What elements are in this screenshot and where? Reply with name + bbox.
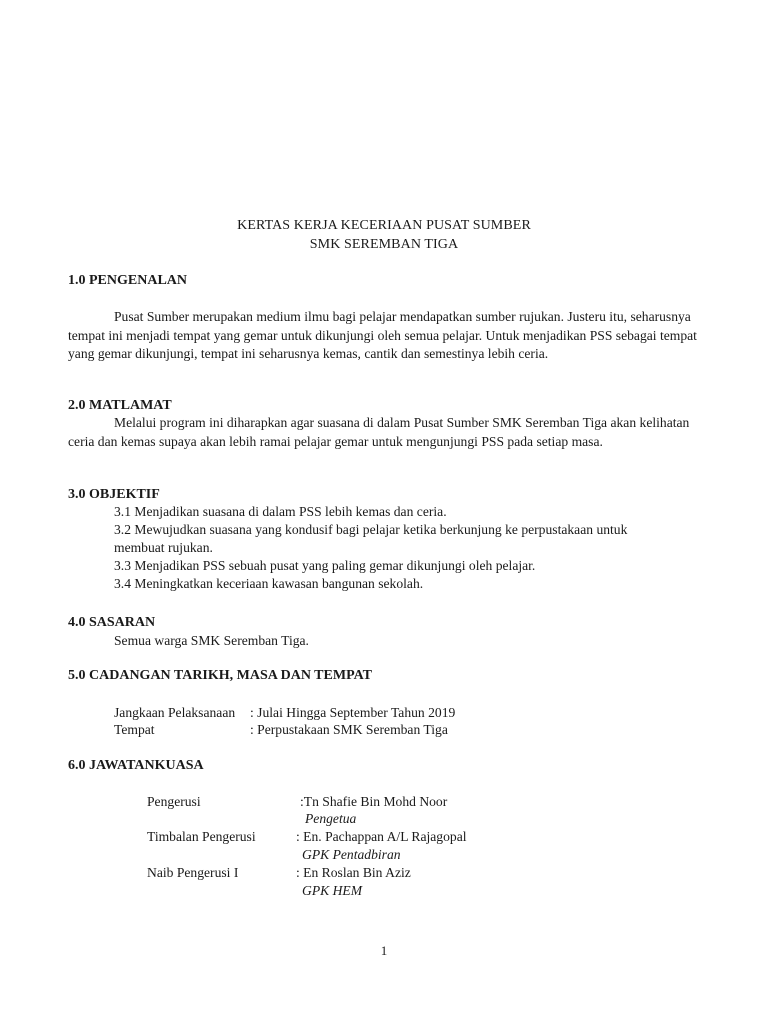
section-body-matlamat: Melalui program ini diharapkan agar suasana di dalam Pusat Sumber SMK Seremban Tiga akan kelihatan ceria dan kemas supaya akan lebih ramai pelajar gemar untuk mengunjungi PSS pada setiap masa. [68, 415, 690, 449]
section-heading-objektif: 3.0 OBJEKTIF [68, 487, 160, 502]
schedule-label: Jangkaan Pelaksanaan [114, 705, 236, 720]
section-heading-pengenalan: 1.0 PENGENALAN [68, 273, 188, 288]
document-title-line-2: SMK SEREMBAN TIGA [309, 237, 459, 252]
objective-item: 3.4 Meningkatkan keceriaan kawasan bangunan sekolah. [114, 576, 424, 591]
schedule-value: : Julai Hingga September Tahun 2019 [250, 705, 456, 720]
objective-item: 3.3 Menjadikan PSS sebuah pusat yang paling gemar dikunjungi oleh pelajar. [114, 558, 536, 573]
objective-item: 3.2 Mewujudkan suasana yang kondusif bagi pelajar ketika berkunjung ke perpustakaan untuk [114, 522, 628, 537]
committee-name: : En. Pachappan A/L Rajagopal [296, 829, 467, 844]
section-heading-matlamat: 2.0 MATLAMAT [68, 398, 172, 413]
section-heading-cadangan: 5.0 CADANGAN TARIKH, MASA DAN TEMPAT [68, 668, 372, 683]
document-title-line-1: KERTAS KERJA KECERIAAN PUSAT SUMBER [237, 218, 531, 233]
section-body-sasaran: Semua warga SMK Seremban Tiga. [114, 633, 309, 648]
schedule-value: : Perpustakaan SMK Seremban Tiga [250, 722, 448, 737]
committee-role: Naib Pengerusi I [147, 865, 239, 880]
page-number: 1 [380, 943, 388, 958]
objective-item-continuation: membuat rujukan. [114, 540, 213, 555]
committee-role: Pengerusi [147, 794, 201, 809]
section-heading-jawatankuasa: 6.0 JAWATANKUASA [68, 758, 204, 773]
section-body-pengenalan: Pusat Sumber merupakan medium ilmu bagi pelajar mendapatkan sumber rujukan. Justeru itu, seharusnya tempat ini menjadi tempat yang gemar untuk dikunjungi oleh semua pelajar. Untuk menjadikan PSS sebagai tempat yang gemar dikunjungi, tempat ini seharusnya kemas, cantik dan semestinya lebih ceria. [68, 309, 697, 361]
section-heading-sasaran: 4.0 SASARAN [68, 615, 156, 630]
committee-position: GPK Pentadbiran [302, 847, 401, 862]
committee-role: Timbalan Pengerusi [147, 829, 256, 844]
committee-name: : En Roslan Bin Aziz [296, 865, 411, 880]
committee-position: Pengetua [305, 811, 357, 826]
schedule-label: Tempat [114, 722, 155, 737]
committee-name: :Tn Shafie Bin Mohd Noor [300, 794, 448, 809]
objective-item: 3.1 Menjadikan suasana di dalam PSS lebih kemas dan ceria. [114, 504, 447, 519]
committee-position: GPK HEM [302, 883, 363, 898]
